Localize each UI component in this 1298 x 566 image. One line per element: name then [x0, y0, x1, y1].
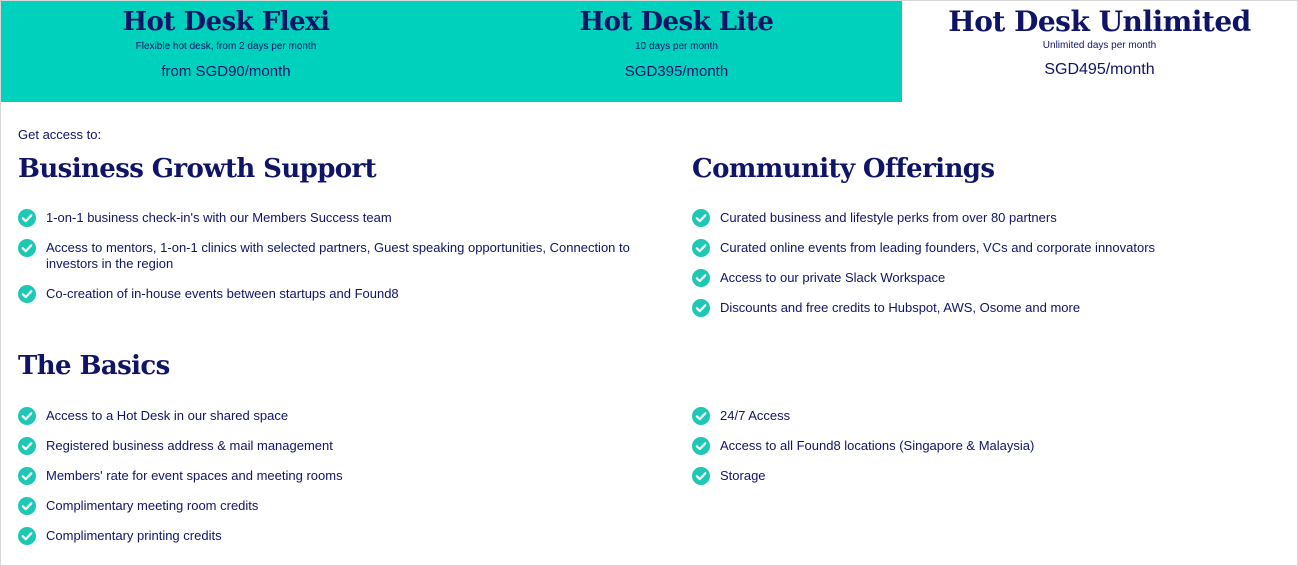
plan-tabs [1, 1, 1297, 102]
checklist-item-text: Access to our private Slack Workspace [720, 270, 946, 285]
check-circle-icon [692, 467, 710, 485]
check-circle-icon [692, 299, 710, 317]
checklist-item-text: Complimentary printing credits [46, 528, 222, 543]
community-offerings-title: Community Offerings [692, 154, 995, 184]
community-offerings-list [692, 210, 1272, 316]
plan-tab-flexi[interactable] [1, 1, 451, 102]
checklist-item-text: Co-creation of in-house events between startups and Found8 [46, 286, 399, 301]
checklist-item-text: Curated business and lifestyle perks from over 80 partners [720, 210, 1057, 225]
check-circle-icon [18, 467, 36, 485]
check-circle-icon [18, 285, 36, 303]
check-circle-icon [18, 239, 36, 257]
plan-title: Hot Desk Unlimited [948, 5, 1251, 38]
checklist-item [18, 286, 658, 302]
checklist-item [692, 210, 1272, 226]
checklist-item-text: Storage [720, 468, 766, 483]
checklist-item [18, 210, 658, 226]
basics-title: The Basics [18, 351, 170, 381]
check-circle-icon [692, 407, 710, 425]
plan-title: Hot Desk Flexi [122, 7, 330, 37]
check-circle-icon [18, 437, 36, 455]
checklist-item [692, 300, 1272, 316]
plan-title: Hot Desk Lite [579, 7, 774, 37]
checklist-item [18, 528, 658, 544]
checklist-item [18, 240, 658, 272]
checklist-item-text: Complimentary meeting room credits [46, 498, 259, 513]
plan-subtitle: Flexible hot desk, from 2 days per month [135, 41, 317, 52]
plan-price: from SGD90/month [161, 63, 291, 80]
plan-tab-lite[interactable] [451, 1, 902, 102]
checklist-item-text: Access to a Hot Desk in our shared space [46, 408, 289, 423]
plan-subtitle: Unlimited days per month [1042, 40, 1157, 51]
basics-list-left [18, 408, 658, 544]
checklist-item-text: Access to mentors, 1-on-1 clinics with selected partners, Guest speaking opportunities, Connection to investors in the region [46, 240, 630, 271]
access-label: Get access to: [18, 127, 102, 142]
checklist-item [18, 408, 658, 424]
basics-list-right [692, 408, 1272, 484]
checklist-item-text: Members' rate for event spaces and meeting rooms [46, 468, 343, 483]
checklist-item [692, 408, 1272, 424]
checklist-item [692, 468, 1272, 484]
checklist-item-text: Curated online events from leading founders, VCs and corporate innovators [720, 240, 1156, 255]
checklist-item [18, 438, 658, 454]
checklist-item [692, 438, 1272, 454]
plan-subtitle: 10 days per month [635, 41, 718, 52]
checklist-item [18, 468, 658, 484]
checklist-item-text: Registered business address & mail management [46, 438, 333, 453]
plan-price: SGD395/month [624, 63, 729, 80]
business-growth-list [18, 210, 658, 302]
business-growth-title: Business Growth Support [18, 154, 377, 184]
check-circle-icon [18, 209, 36, 227]
checklist-item [692, 240, 1272, 256]
check-circle-icon [18, 497, 36, 515]
checklist-item-text: Access to all Found8 locations (Singapore & Malaysia) [720, 438, 1035, 453]
checklist-item-text: 1-on-1 business check-in's with our Members Success team [46, 210, 392, 225]
checklist-item-text: Discounts and free credits to Hubspot, AWS, Osome and more [720, 300, 1081, 315]
plan-tab-unlimited[interactable] [902, 1, 1297, 102]
check-circle-icon [692, 239, 710, 257]
checklist-item [692, 270, 1272, 286]
check-circle-icon [18, 527, 36, 545]
check-circle-icon [18, 407, 36, 425]
check-circle-icon [692, 437, 710, 455]
check-circle-icon [692, 209, 710, 227]
plan-price: SGD495/month [1044, 61, 1155, 78]
check-circle-icon [692, 269, 710, 287]
checklist-item-text: 24/7 Access [720, 408, 791, 423]
checklist-item [18, 498, 658, 514]
